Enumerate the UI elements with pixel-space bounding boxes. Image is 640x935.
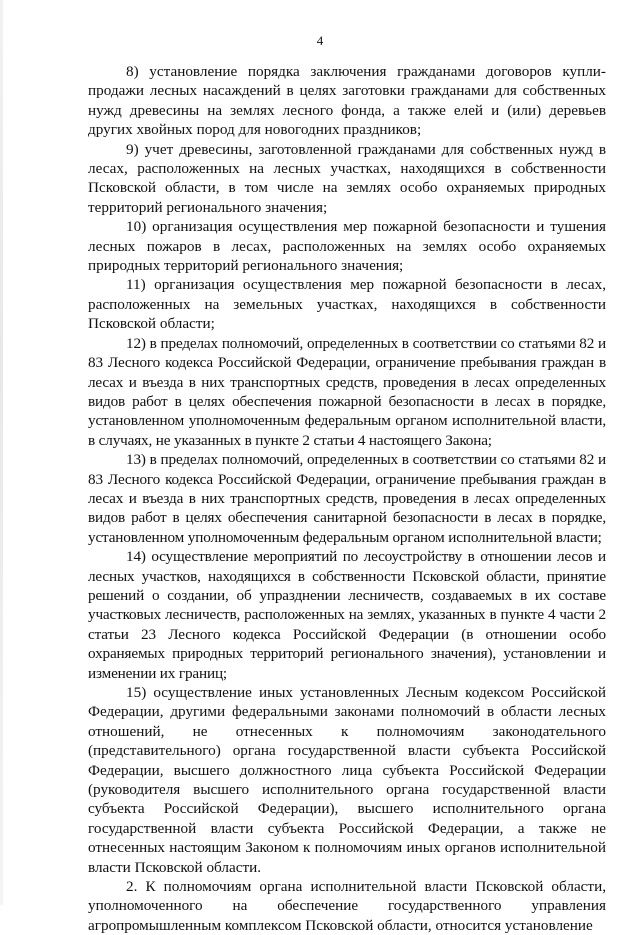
paragraph-item-14: 14) осуществление мероприятий по лесоустройству в отношении лесов и лесных участков, находящихся в собственности Псковской области, принятие решений о создании, об упразднении лесничеств, создаваемых в их составе участковых лесничеств, расположенных на землях, указанных в пункте 4 части 2 статьи 23 Лесного кодекса Российской Федерации (в отношении особо охраняемых природных территорий регионального значения), установлении и изменении их границ;	[88, 548, 606, 682]
paragraph-item-11: 11) организация осуществления мер пожарной безопасности в лесах, расположенных на земельных участках, находящихся в собственности Псковской области;	[88, 276, 606, 333]
paragraph-item-10: 10) организация осуществления мер пожарной безопасности и тушения лесных пожаров в лесах, расположенных на землях особо охраняемых природных территорий регионального значения;	[88, 218, 606, 275]
paragraph-item-15: 15) осуществление иных установленных Лесным кодексом Российской Федерации, другими федеральными законами полномочий в области лесных отношений, не отнесенных к полномочиям законодательного (представительного) органа государственной власти субъекта Российской Федерации, высшего должностного лица субъекта Российской Федерации (руководителя высшего исполнительного органа государственной власти субъекта Российской Федерации), высшего исполнительного органа государственной власти субъекта Российской Федерации, а также не отнесенных настоящим Законом к полномочиям иных органов исполнительной власти Псковской области.	[88, 684, 606, 876]
paragraph-section-2: 2. К полномочиям органа исполнительной власти Псковской области, уполномоченного на обеспечение государственного управления агропромышленным комплексом Псковской области, относится установление	[88, 878, 606, 934]
paragraph-item-12: 12) в пределах полномочий, определенных в соответствии со статьями 82 и 83 Лесного кодекса Российской Федерации, ограничение пребывания граждан в лесах и въезда в них транспортных средств, проведения в лесах определенных видов работ в целях обеспечения пожарной безопасности в лесах в порядке, установленном уполномоченным федеральным органом исполнительной власти, в случаях, не указанных в пункте 2 статьи 4 настоящего Закона;	[88, 334, 606, 449]
paragraph-item-9: 9) учет древесины, заготовленной гражданами для собственных нужд в лесах, расположенных на лесных участках, находящихся в собственности Псковской области, в том числе на землях особо охраняемых природных территорий регионального значения;	[88, 140, 606, 216]
scan-edge	[0, 0, 3, 905]
paragraph-item-8: 8) установление порядка заключения гражданами договоров купли-продажи лесных насаждений в целях заготовки гражданами для собственных нужд древесины на землях лесного фонда, а также елей и (или) деревьев других хвойных пород для новогодних праздников;	[88, 63, 606, 139]
paragraph-item-13: 13) в пределах полномочий, определенных в соответствии со статьями 82 и 83 Лесного кодекса Российской Федерации, ограничение пребывания граждан в лесах и въезда в них транспортных средств, проведения в лесах определенных видов работ в целях обеспечения санитарной безопасности в лесах в порядке, установленном уполномоченным федеральным органом исполнительной власти;	[88, 451, 606, 546]
page-number: 4	[316, 33, 324, 48]
document-body	[88, 62, 606, 935]
